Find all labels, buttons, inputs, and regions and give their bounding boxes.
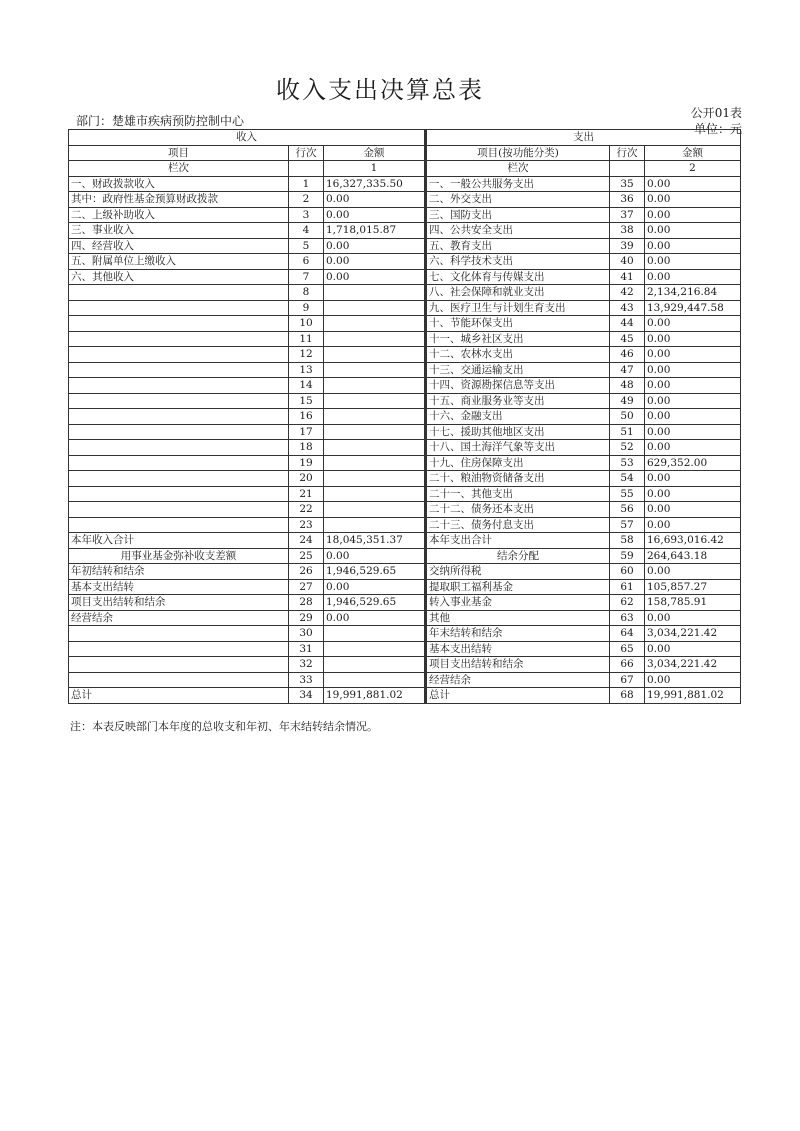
income-item-header: 项目: [69, 145, 289, 161]
expense-amount: 3,034,221.42: [645, 657, 741, 673]
income-row-no: 4: [289, 223, 324, 239]
table-row: [69, 393, 741, 409]
income-row-no: 8: [289, 285, 324, 301]
income-item: [69, 378, 289, 394]
expense-amount: 0.00: [645, 471, 741, 487]
table-row: [69, 362, 741, 378]
expense-amount: 0.00: [645, 192, 741, 208]
income-row-no: 13: [289, 362, 324, 378]
table-row: [69, 517, 741, 533]
income-item: 其中：政府性基金预算财政拨款: [69, 192, 289, 208]
income-amount: [324, 347, 426, 363]
income-row-no: 10: [289, 316, 324, 332]
expense-row-no: 41: [610, 269, 645, 285]
expense-row-no: 55: [610, 486, 645, 502]
expense-row-no: 35: [610, 176, 645, 192]
income-row-no: 30: [289, 626, 324, 642]
expense-amount: 105,857.27: [645, 579, 741, 595]
expense-amount: 0.00: [645, 254, 741, 270]
income-amount: [324, 502, 426, 518]
expense-row-no: 46: [610, 347, 645, 363]
income-amount: 0.00: [324, 548, 426, 564]
income-amount: [324, 424, 426, 440]
expense-item-header: 项目(按功能分类): [426, 145, 610, 161]
expense-amount: 0.00: [645, 564, 741, 580]
expense-row-no: 39: [610, 238, 645, 254]
expense-amount: 16,693,016.42: [645, 533, 741, 549]
expense-row-no: 40: [610, 254, 645, 270]
income-row-no: 20: [289, 471, 324, 487]
income-item: [69, 471, 289, 487]
expense-amount: 158,785.91: [645, 595, 741, 611]
expense-amount: 264,643.18: [645, 548, 741, 564]
expense-amount: 0.00: [645, 331, 741, 347]
table-row: [69, 424, 741, 440]
income-item: 基本支出结转: [69, 579, 289, 595]
expense-amount: 0.00: [645, 393, 741, 409]
income-item: [69, 424, 289, 440]
expense-item: 提取职工福利基金: [426, 579, 610, 595]
income-amount: 16,327,335.50: [324, 176, 426, 192]
income-item: [69, 285, 289, 301]
income-item: 总计: [69, 688, 289, 704]
expense-amount: 0.00: [645, 316, 741, 332]
income-row-no: 16: [289, 409, 324, 425]
table-row: [69, 347, 741, 363]
expense-amount: 0.00: [645, 176, 741, 192]
income-amount: [324, 409, 426, 425]
income-expense-table: [68, 129, 741, 704]
income-amount: [324, 517, 426, 533]
expense-amount: 0.00: [645, 269, 741, 285]
income-item: [69, 626, 289, 642]
expense-row-no: 47: [610, 362, 645, 378]
table-row: [69, 548, 741, 564]
expense-amount-header: 金额: [645, 145, 741, 161]
income-amount: 0.00: [324, 269, 426, 285]
expense-amount: 0.00: [645, 486, 741, 502]
expense-column-no-label: 栏次: [426, 161, 610, 177]
expense-row-no: 38: [610, 223, 645, 239]
income-amount: [324, 486, 426, 502]
income-amount: [324, 331, 426, 347]
income-item: [69, 347, 289, 363]
income-item: [69, 455, 289, 471]
expense-item: 年末结转和结余: [426, 626, 610, 642]
income-item: 用事业基金弥补收支差额: [69, 548, 289, 564]
expense-item: 十三、交通运输支出: [426, 362, 610, 378]
expense-item: 转入事业基金: [426, 595, 610, 611]
expense-row-no: 65: [610, 641, 645, 657]
income-amount: [324, 378, 426, 394]
income-item: [69, 300, 289, 316]
expense-item: 结余分配: [426, 548, 610, 564]
income-item: 经营结余: [69, 610, 289, 626]
expense-amount: 0.00: [645, 378, 741, 394]
expense-item: 其他: [426, 610, 610, 626]
expense-item: 基本支出结转: [426, 641, 610, 657]
income-item: [69, 409, 289, 425]
expense-row-no: 36: [610, 192, 645, 208]
income-row-no: 18: [289, 440, 324, 456]
expense-header: 支出: [426, 130, 741, 146]
table-row: [69, 626, 741, 642]
table-row: [69, 610, 741, 626]
income-amount: 0.00: [324, 610, 426, 626]
table-row: [69, 300, 741, 316]
income-amount: [324, 362, 426, 378]
expense-row-no: 66: [610, 657, 645, 673]
expense-item: 一、一般公共服务支出: [426, 176, 610, 192]
department-label: 部门：楚雄市疾病预防控制中心: [76, 114, 245, 128]
expense-row-no: 45: [610, 331, 645, 347]
income-amount: 0.00: [324, 579, 426, 595]
income-amount-header: 金额: [324, 145, 426, 161]
table-row: [69, 316, 741, 332]
income-row-no: 28: [289, 595, 324, 611]
income-row-no: 15: [289, 393, 324, 409]
income-row-no: 33: [289, 672, 324, 688]
expense-row-no: 52: [610, 440, 645, 456]
expense-row-no: 68: [610, 688, 645, 704]
income-amount: 0.00: [324, 254, 426, 270]
expense-row-no: 48: [610, 378, 645, 394]
income-amount: [324, 393, 426, 409]
income-row-no: 34: [289, 688, 324, 704]
table-row: [69, 688, 741, 704]
expense-row-no: 50: [610, 409, 645, 425]
income-item: [69, 331, 289, 347]
expense-item: 九、医疗卫生与计划生育支出: [426, 300, 610, 316]
expense-item: 四、公共安全支出: [426, 223, 610, 239]
income-row-no: 5: [289, 238, 324, 254]
income-row-no: 27: [289, 579, 324, 595]
income-column-1: 1: [324, 161, 426, 177]
table-row: [69, 657, 741, 673]
income-row-no: 19: [289, 455, 324, 471]
expense-amount: 0.00: [645, 610, 741, 626]
income-rowno-header: 行次: [289, 145, 324, 161]
expense-rowno-header: 行次: [610, 145, 645, 161]
expense-amount: 3,034,221.42: [645, 626, 741, 642]
expense-row-no: 51: [610, 424, 645, 440]
page-title: 收入支出决算总表: [276, 76, 484, 104]
expense-item: 项目支出结转和结余: [426, 657, 610, 673]
income-amount: [324, 471, 426, 487]
expense-item: 十一、城乡社区支出: [426, 331, 610, 347]
expense-item: 十、节能环保支出: [426, 316, 610, 332]
unit-label: 单位：元: [693, 122, 742, 136]
expense-row-no: 49: [610, 393, 645, 409]
income-row-no: 32: [289, 657, 324, 673]
income-item: [69, 517, 289, 533]
income-item: 五、附属单位上缴收入: [69, 254, 289, 270]
expense-amount: 2,134,216.84: [645, 285, 741, 301]
expense-item: 二十一、其他支出: [426, 486, 610, 502]
income-amount: [324, 657, 426, 673]
expense-item: 十六、金融支出: [426, 409, 610, 425]
table-row: [69, 378, 741, 394]
income-item: 四、经营收入: [69, 238, 289, 254]
expense-item: 五、教育支出: [426, 238, 610, 254]
expense-amount: 0.00: [645, 502, 741, 518]
income-amount: 1,718,015.87: [324, 223, 426, 239]
income-item: 本年收入合计: [69, 533, 289, 549]
expense-amount: 0.00: [645, 641, 741, 657]
expense-amount: 0.00: [645, 362, 741, 378]
expense-item: 十二、农林水支出: [426, 347, 610, 363]
table-row: [69, 254, 741, 270]
income-row-no: 2: [289, 192, 324, 208]
expense-item: 十八、国土海洋气象等支出: [426, 440, 610, 456]
table-row: [69, 238, 741, 254]
table-row: [69, 595, 741, 611]
income-row-no: 23: [289, 517, 324, 533]
expense-amount: 19,991,881.02: [645, 688, 741, 704]
table-row: [69, 579, 741, 595]
expense-item: 本年支出合计: [426, 533, 610, 549]
table-row: [69, 502, 741, 518]
expense-row-no: 61: [610, 579, 645, 595]
expense-row-no: 59: [610, 548, 645, 564]
expense-item: 二、外交支出: [426, 192, 610, 208]
expense-item: 十九、住房保障支出: [426, 455, 610, 471]
expense-amount: 0.00: [645, 238, 741, 254]
expense-amount: 13,929,447.58: [645, 300, 741, 316]
expense-row-no: 67: [610, 672, 645, 688]
expense-item: 二十、粮油物资储备支出: [426, 471, 610, 487]
income-row-no: 26: [289, 564, 324, 580]
income-item: [69, 440, 289, 456]
form-id: 公开01表: [690, 106, 742, 120]
income-amount: [324, 641, 426, 657]
income-amount: 0.00: [324, 192, 426, 208]
table-row: [69, 223, 741, 239]
expense-item: 十五、商业服务业等支出: [426, 393, 610, 409]
expense-row-no: 56: [610, 502, 645, 518]
income-row-no: 25: [289, 548, 324, 564]
table-row: [69, 440, 741, 456]
income-row-no: 6: [289, 254, 324, 270]
expense-item: 十七、援助其他地区支出: [426, 424, 610, 440]
expense-amount: 0.00: [645, 347, 741, 363]
expense-item: 三、国防支出: [426, 207, 610, 223]
table-row: [69, 486, 741, 502]
expense-amount: 0.00: [645, 424, 741, 440]
income-row-no: 9: [289, 300, 324, 316]
income-column-no-label: 栏次: [69, 161, 289, 177]
income-item: [69, 393, 289, 409]
income-item: [69, 362, 289, 378]
income-row-no: 21: [289, 486, 324, 502]
income-row-no: 3: [289, 207, 324, 223]
income-row-no: 7: [289, 269, 324, 285]
income-item: [69, 657, 289, 673]
table-row: [69, 176, 741, 192]
income-header: 收入: [69, 130, 426, 146]
expense-amount: 0.00: [645, 223, 741, 239]
table-row: [69, 192, 741, 208]
income-amount: [324, 626, 426, 642]
expense-item: 七、文化体育与传媒支出: [426, 269, 610, 285]
expense-row-no: 53: [610, 455, 645, 471]
income-amount: [324, 300, 426, 316]
income-item: [69, 502, 289, 518]
expense-item: 二十三、债务付息支出: [426, 517, 610, 533]
table-row: [69, 285, 741, 301]
income-amount: 1,946,529.65: [324, 564, 426, 580]
income-row-no: 14: [289, 378, 324, 394]
income-amount: 18,045,351.37: [324, 533, 426, 549]
income-amount: 19,991,881.02: [324, 688, 426, 704]
income-item: 项目支出结转和结余: [69, 595, 289, 611]
expense-row-no: 64: [610, 626, 645, 642]
income-row-no: 1: [289, 176, 324, 192]
expense-item: 总计: [426, 688, 610, 704]
income-row-no: 31: [289, 641, 324, 657]
expense-amount: 0.00: [645, 517, 741, 533]
table-row: [69, 331, 741, 347]
income-item: 年初结转和结余: [69, 564, 289, 580]
table-row: [69, 672, 741, 688]
expense-row-no: 58: [610, 533, 645, 549]
income-item: 六、其他收入: [69, 269, 289, 285]
expense-item: 六、科学技术支出: [426, 254, 610, 270]
expense-row-no: 63: [610, 610, 645, 626]
table-row: [69, 409, 741, 425]
income-row-no: 17: [289, 424, 324, 440]
income-amount: [324, 316, 426, 332]
income-item: [69, 641, 289, 657]
income-amount: [324, 440, 426, 456]
income-row-no: 24: [289, 533, 324, 549]
income-amount: 0.00: [324, 238, 426, 254]
income-row-no: 12: [289, 347, 324, 363]
income-item: [69, 672, 289, 688]
income-amount: 0.00: [324, 207, 426, 223]
income-item: 三、事业收入: [69, 223, 289, 239]
expense-item: 八、社会保障和就业支出: [426, 285, 610, 301]
income-amount: [324, 672, 426, 688]
income-row-no: 11: [289, 331, 324, 347]
table-row: [69, 455, 741, 471]
income-amount: [324, 455, 426, 471]
income-row-no: 29: [289, 610, 324, 626]
table-row: [69, 533, 741, 549]
expense-row-no: 57: [610, 517, 645, 533]
expense-amount: 0.00: [645, 207, 741, 223]
expense-item: 十四、资源勘探信息等支出: [426, 378, 610, 394]
table-row: [69, 207, 741, 223]
expense-row-no: 43: [610, 300, 645, 316]
expense-row-no: 44: [610, 316, 645, 332]
expense-column-2: 2: [645, 161, 741, 177]
table-row: [69, 269, 741, 285]
expense-amount: 0.00: [645, 409, 741, 425]
expense-item: 二十二、债务还本支出: [426, 502, 610, 518]
expense-row-no: 62: [610, 595, 645, 611]
expense-row-no: 60: [610, 564, 645, 580]
income-amount: [324, 285, 426, 301]
income-amount: 1,946,529.65: [324, 595, 426, 611]
income-item: 一、财政拨款收入: [69, 176, 289, 192]
income-item: 二、上级补助收入: [69, 207, 289, 223]
expense-amount: 0.00: [645, 672, 741, 688]
income-item: [69, 486, 289, 502]
income-row-no: 22: [289, 502, 324, 518]
table-row: [69, 641, 741, 657]
table-row: [69, 471, 741, 487]
expense-amount: 0.00: [645, 440, 741, 456]
table-row: [69, 564, 741, 580]
expense-item: 经营结余: [426, 672, 610, 688]
expense-item: 交纳所得税: [426, 564, 610, 580]
expense-row-no: 54: [610, 471, 645, 487]
expense-row-no: 37: [610, 207, 645, 223]
income-item: [69, 316, 289, 332]
expense-row-no: 42: [610, 285, 645, 301]
footnote: 注：本表反映部门本年度的总收支和年初、年末结转结余情况。: [70, 720, 378, 733]
expense-amount: 629,352.00: [645, 455, 741, 471]
